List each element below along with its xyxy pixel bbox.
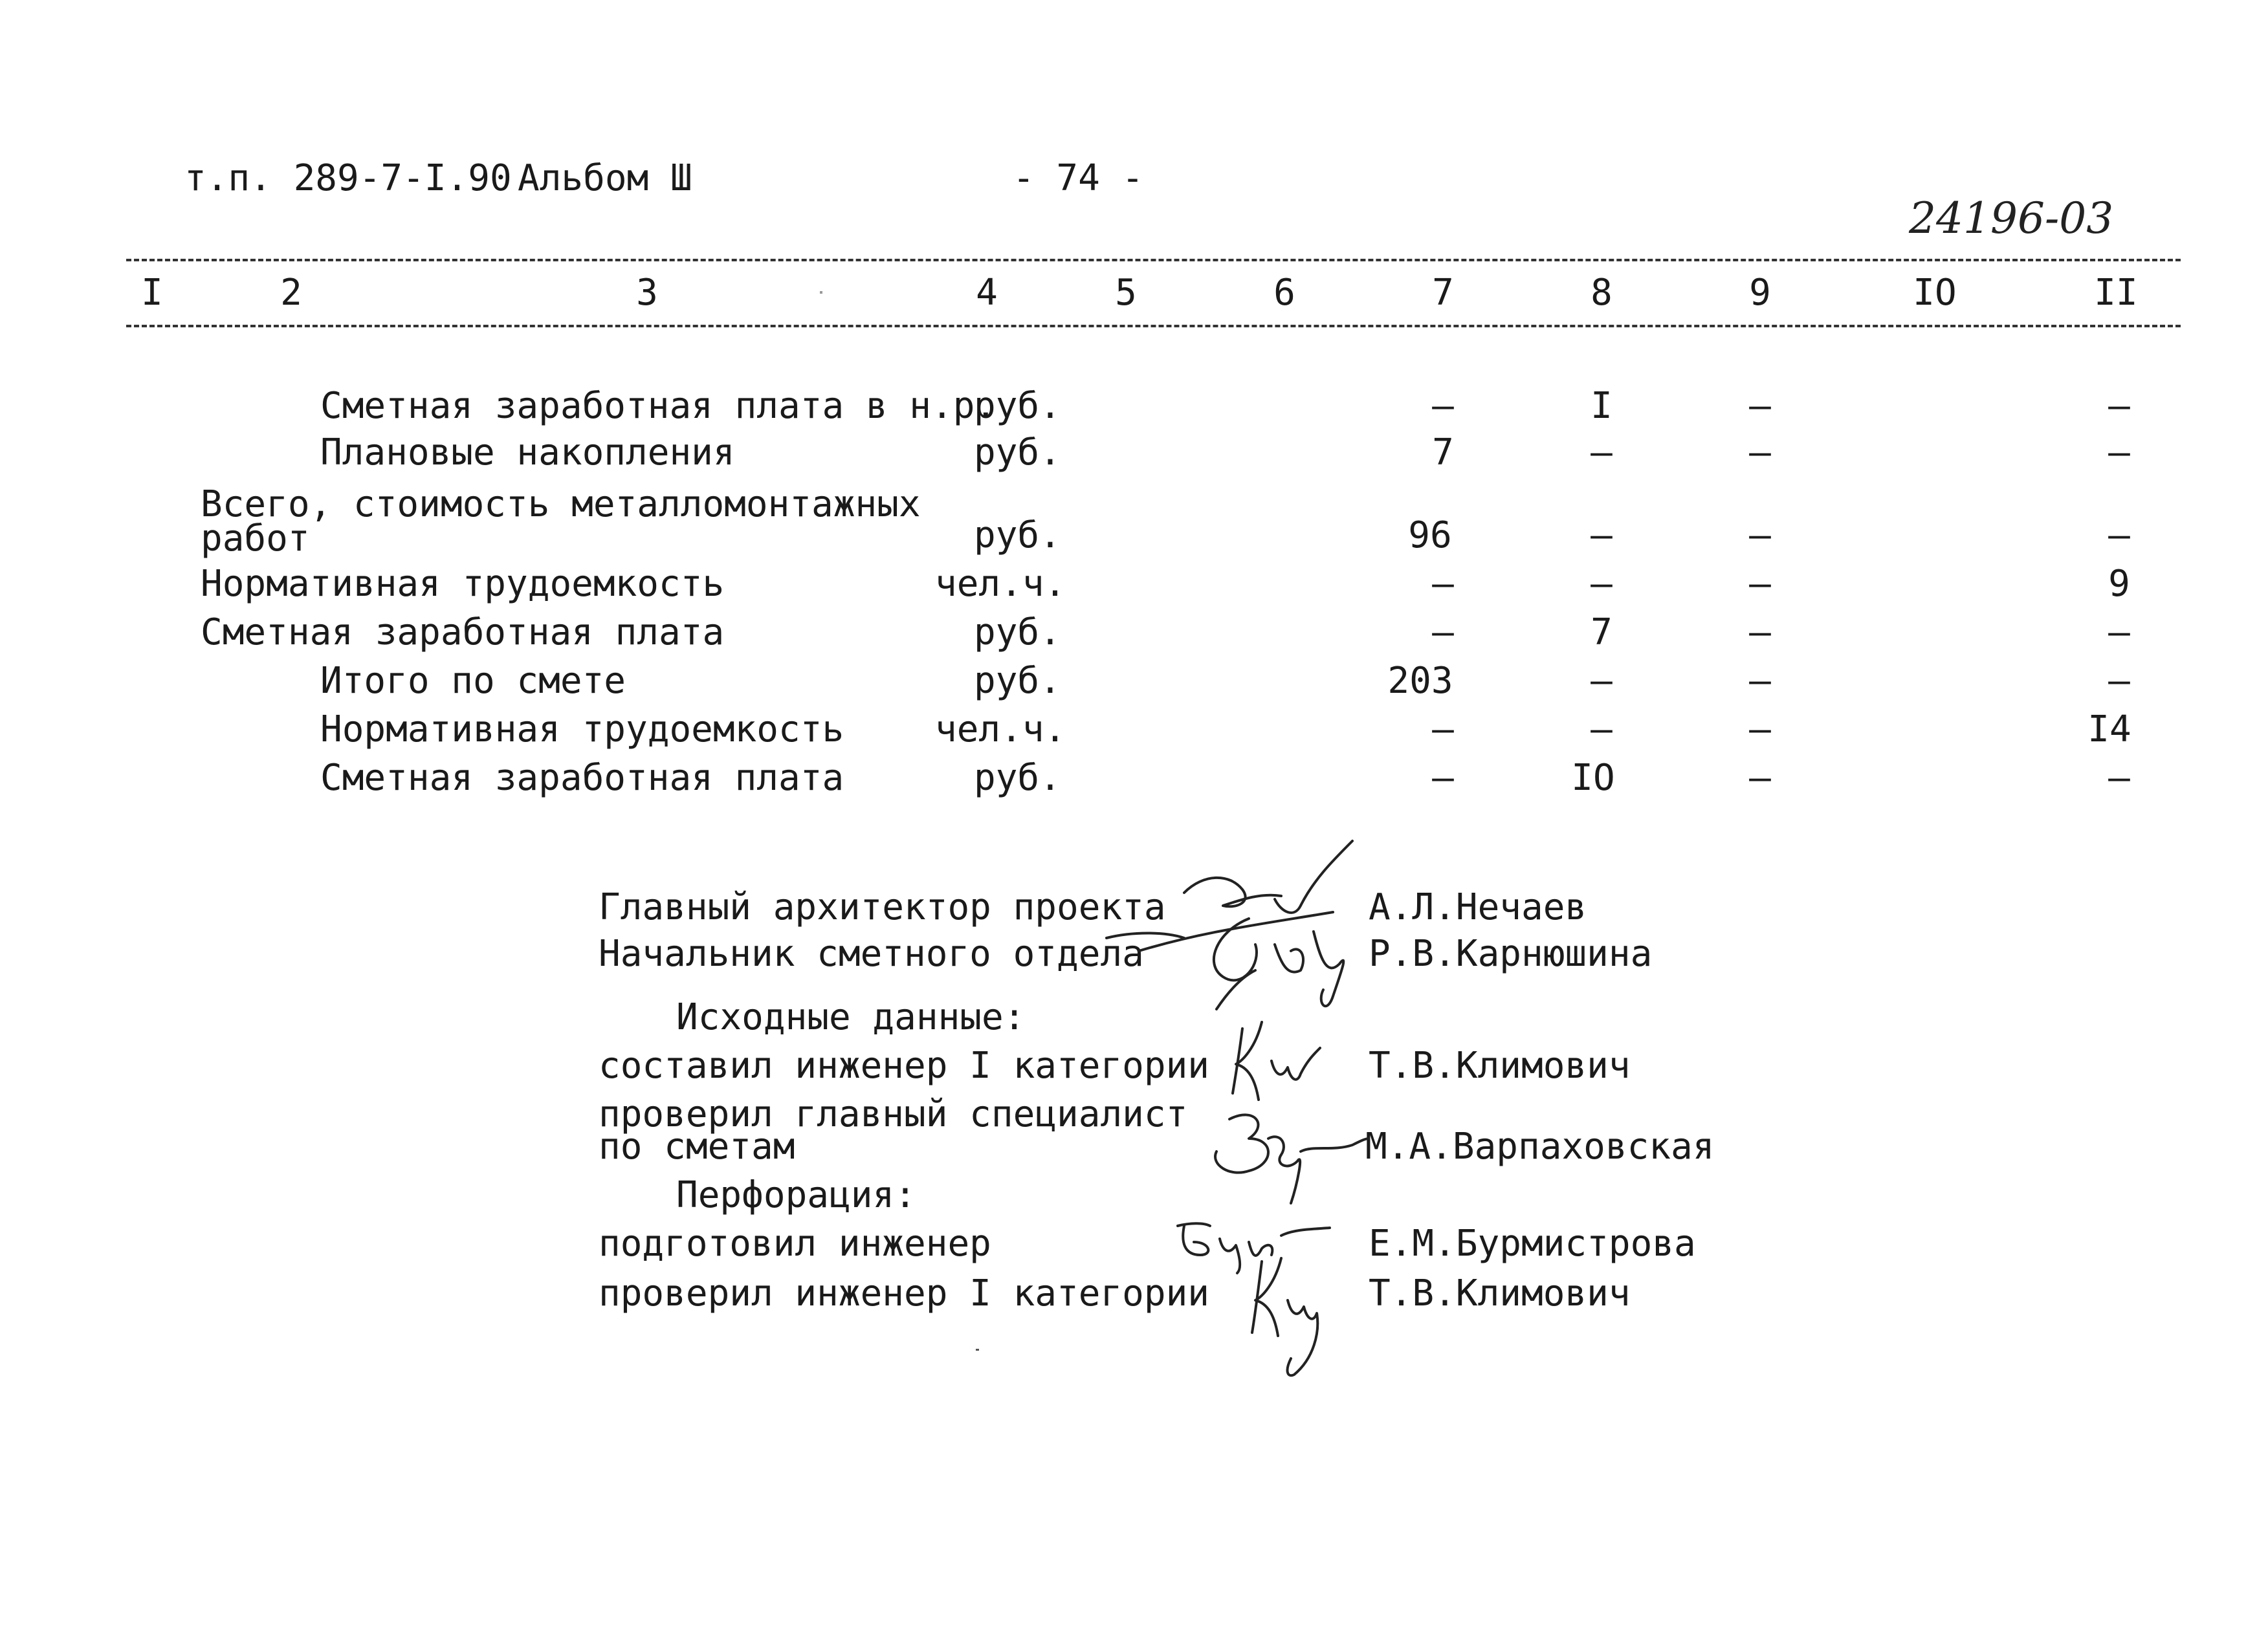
row-label: Нормативная трудоемкость <box>201 563 725 605</box>
source-data-heading: Исходные данные: <box>676 996 1026 1038</box>
row-col8: – <box>1591 514 1613 556</box>
column-number-7: 7 <box>1432 272 1454 314</box>
column-number-4: 4 <box>976 272 998 314</box>
row-col7: – <box>1432 563 1454 605</box>
row-col11: – <box>2108 757 2130 799</box>
chief-architect-name: А.Л.Нечаев <box>1369 886 1587 928</box>
column-number-3: 3 <box>636 272 658 314</box>
row-col8: – <box>1591 708 1613 750</box>
estimate-head-label: Начальник сметного отдела <box>599 933 1144 975</box>
row-col7: – <box>1432 708 1454 750</box>
row-label-line-2: работ <box>201 518 310 560</box>
column-number-1: I <box>141 272 163 314</box>
row-col8: I <box>1591 385 1613 427</box>
checked-engineer-label: проверил инженер I категории <box>599 1272 1210 1314</box>
row-label: Плановые накопления <box>320 431 735 474</box>
row-unit: руб. <box>974 385 1061 427</box>
row-col11: – <box>2108 660 2130 702</box>
row-unit: руб. <box>974 757 1061 799</box>
row-col11: – <box>2108 514 2130 556</box>
row-col9: – <box>1749 385 1771 427</box>
row-col9: – <box>1749 611 1771 653</box>
row-col11: – <box>2108 385 2130 427</box>
column-number-11: II <box>2094 272 2138 314</box>
header-bottom-rule <box>126 325 2181 327</box>
handwritten-archive-code: 24196-03 <box>1909 193 2114 243</box>
row-col7: – <box>1432 757 1454 799</box>
compiled-label: составил инженер I категории <box>599 1045 1210 1087</box>
signature-klimovich-2 <box>1229 1249 1346 1378</box>
chief-architect-label: Главный архитектор проекта <box>599 886 1166 928</box>
row-col7: – <box>1432 385 1454 427</box>
row-col9: – <box>1749 757 1771 799</box>
column-number-10: IO <box>1913 272 1957 314</box>
prepared-label: подготовил инженер <box>599 1223 991 1265</box>
row-col11: I4 <box>2087 708 2131 750</box>
row-label: Сметная заработная плата <box>320 757 844 799</box>
checked-specialist-label-1: проверил главный специалист <box>599 1093 1188 1135</box>
perforation-heading: Перфорация: <box>676 1174 916 1216</box>
row-col7: 7 <box>1432 431 1454 474</box>
row-col7: 96 <box>1408 514 1452 556</box>
column-number-9: 9 <box>1749 272 1771 314</box>
checked-engineer-name: Т.В.Климович <box>1369 1272 1631 1314</box>
row-col9: – <box>1749 563 1771 605</box>
row-label: Сметная заработная плата в н.р. <box>320 385 997 427</box>
row-col11: – <box>2108 431 2130 474</box>
row-col11: 9 <box>2108 563 2130 605</box>
compiled-name: Т.В.Климович <box>1369 1045 1631 1087</box>
scan-speck <box>820 291 822 294</box>
row-unit: руб. <box>974 611 1061 653</box>
row-col9: – <box>1749 431 1771 474</box>
header-top-rule <box>126 259 2181 261</box>
row-label: Нормативная трудоемкость <box>320 708 844 750</box>
row-col7: – <box>1432 611 1454 653</box>
row-col9: – <box>1749 514 1771 556</box>
row-col8: – <box>1591 660 1613 702</box>
column-number-8: 8 <box>1591 272 1613 314</box>
row-col11: – <box>2108 611 2130 653</box>
signature-varpakhovskaya <box>1184 1100 1372 1210</box>
document-code: т.п. 289-7-I.90 <box>184 157 512 199</box>
page-number: - 74 - <box>1013 157 1144 199</box>
estimate-head-name: Р.В.Карнюшина <box>1369 933 1653 975</box>
checked-specialist-name: М.А.Варпаховская <box>1365 1126 1715 1168</box>
row-col8: IO <box>1571 757 1615 799</box>
album-label: Альбом Ш <box>518 157 692 199</box>
row-col8: 7 <box>1591 611 1613 653</box>
row-label: Сметная заработная плата <box>201 611 725 653</box>
scan-speck <box>976 1349 979 1351</box>
column-number-2: 2 <box>280 272 302 314</box>
row-unit: руб. <box>974 660 1061 702</box>
row-unit: чел.ч. <box>935 563 1066 605</box>
row-unit: руб. <box>974 514 1061 556</box>
row-col7: 203 <box>1387 660 1453 702</box>
row-unit: руб. <box>974 431 1061 474</box>
row-col8: – <box>1591 563 1613 605</box>
row-unit: чел.ч. <box>935 708 1066 750</box>
signature-klimovich-1 <box>1217 1009 1333 1113</box>
checked-specialist-label-2: по сметам <box>599 1126 795 1168</box>
column-number-5: 5 <box>1115 272 1137 314</box>
row-label: Итого по смете <box>320 660 626 702</box>
prepared-name: Е.М.Бурмистрова <box>1369 1223 1696 1265</box>
column-number-6: 6 <box>1273 272 1295 314</box>
row-label-line-1: Всего, стоимость металломонтажных <box>201 483 921 525</box>
row-col9: – <box>1749 708 1771 750</box>
row-col9: – <box>1749 660 1771 702</box>
row-col8: – <box>1591 431 1613 474</box>
